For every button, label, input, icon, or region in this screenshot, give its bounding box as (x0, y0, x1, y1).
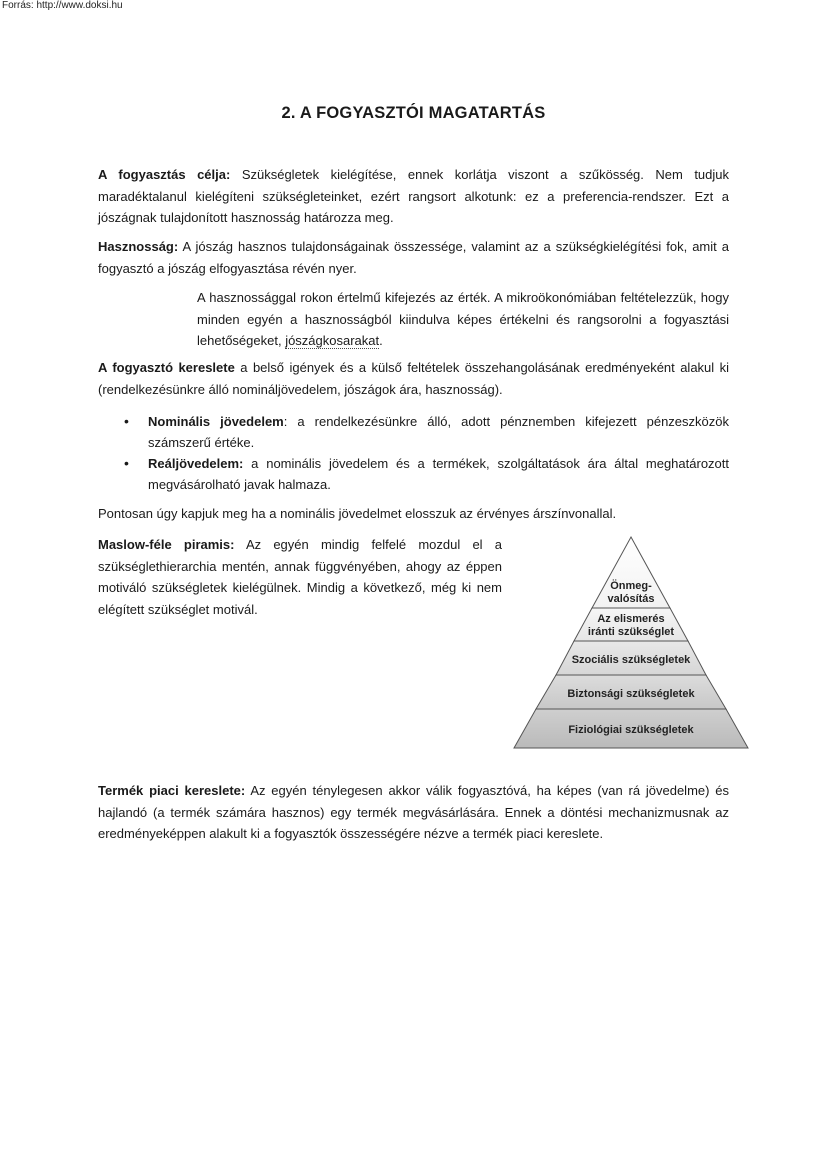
page-title: 2. A FOGYASZTÓI MAGATARTÁS (281, 104, 546, 122)
pyramid-label: Önmeg- (610, 580, 652, 592)
bullet-list (98, 411, 729, 495)
paragraph-maslow (98, 534, 502, 620)
term-label: Termék piaci kereslete: (98, 783, 246, 798)
term-label: Hasznosság: (98, 239, 179, 254)
paragraph-text: Az egyén mindig felfelé mozdul el a szükséglethierarchia mentén, annak függvényében, ahogy az éppen motiváló szükségletek kielégülnek. Mindig a következő, még ki nem elégített szükséglet motivál. (98, 537, 502, 617)
bullet-dot-icon: • (124, 413, 129, 429)
paragraph-termek-piaci-kereslete (98, 780, 729, 845)
pyramid-label: iránti szükséglet (587, 626, 675, 638)
maslow-pyramid-diagram (512, 535, 750, 750)
pyramid-label: Szociális szükségletek (571, 654, 691, 666)
paragraph-text: A jószág hasznos tulajdonságainak összessége, valamint az a szükségkielégítési fok, amit a fogyasztó a jószág elfogyasztása révén nyer. (98, 239, 729, 276)
paragraph-text: A hasznossággal rokon értelmű kifejezés az érték. A mikroökonómiában feltételezzük, hogy minden egyén a hasznosságból kiindulva képes értékelni és rangsorolni a fogyasztási lehetőségeket, (197, 290, 729, 348)
bullet-item-nominalis (98, 411, 729, 453)
paragraph-fogyasztas-celja (98, 164, 729, 229)
term-label: A fogyasztás célja: (98, 167, 231, 182)
term-jozsagkosar: jószágkosarakat (285, 333, 380, 348)
paragraph-fogyaszto-kereslete (98, 357, 729, 400)
source-note: Forrás: http://www.doksi.hu (2, 0, 123, 11)
paragraph-end: . (379, 333, 383, 348)
term-label: Reáljövedelem: (148, 456, 244, 471)
bullet-dot-icon: • (124, 455, 129, 471)
term-label: Nominális jövedelem (148, 414, 284, 429)
term-label: A fogyasztó kereslete (98, 360, 235, 375)
pyramid-label: Biztonsági szükségletek (567, 688, 695, 700)
bullet-text: : a rendelkezésünkre álló, adott pénznemben kifejezett pénzeszközök számszerű értéke. (148, 414, 730, 450)
term-label: Maslow-féle piramis: (98, 537, 235, 552)
pyramid-label: Az elismerés (597, 613, 665, 625)
bullet-text: a nominális jövedelem és a termékek, szolgáltatások ára által meghatározott megvásárolható javak halmaza. (148, 456, 729, 492)
paragraph-text: a belső igények és a külső feltételek összehangolásának eredményeként alakul ki (rendelkezésünkre álló nomináljövedelem, jószágok ára, hasznosság). (98, 360, 729, 397)
paragraph-text: Szükségletek kielégítése, ennek korlátja viszont a szűkösség. Nem tudjuk maradéktalanul kielégíteni szükségleteinket, ezért rangsort alkotunk: ez a preferencia-rendszer. Ezt a jószágnak tulajdonított hasznosság határozza meg. (98, 167, 730, 225)
paragraph-text: Az egyén ténylegesen akkor válik fogyasztóvá, ha képes (van rá jövedelme) és hajlandó (a termék számára hasznos) egy termék megvásárlására. Ennek a döntési mechanizmusnak az eredményeképpen alakult ki a fogyasztók összességére nézve a termék piaci kereslete. (98, 783, 729, 841)
bullet-item-real (98, 453, 729, 495)
pyramid-label: Fiziológiai szükségletek (568, 724, 694, 736)
paragraph-hasznossag (98, 236, 729, 279)
paragraph-realjovedelem-note: Pontosan úgy kapjuk meg ha a nominális jövedelmet elosszuk az érvényes árszínvonallal. (98, 506, 617, 521)
paragraph-ertek (197, 287, 729, 352)
pyramid-label: valósítás (607, 593, 655, 605)
